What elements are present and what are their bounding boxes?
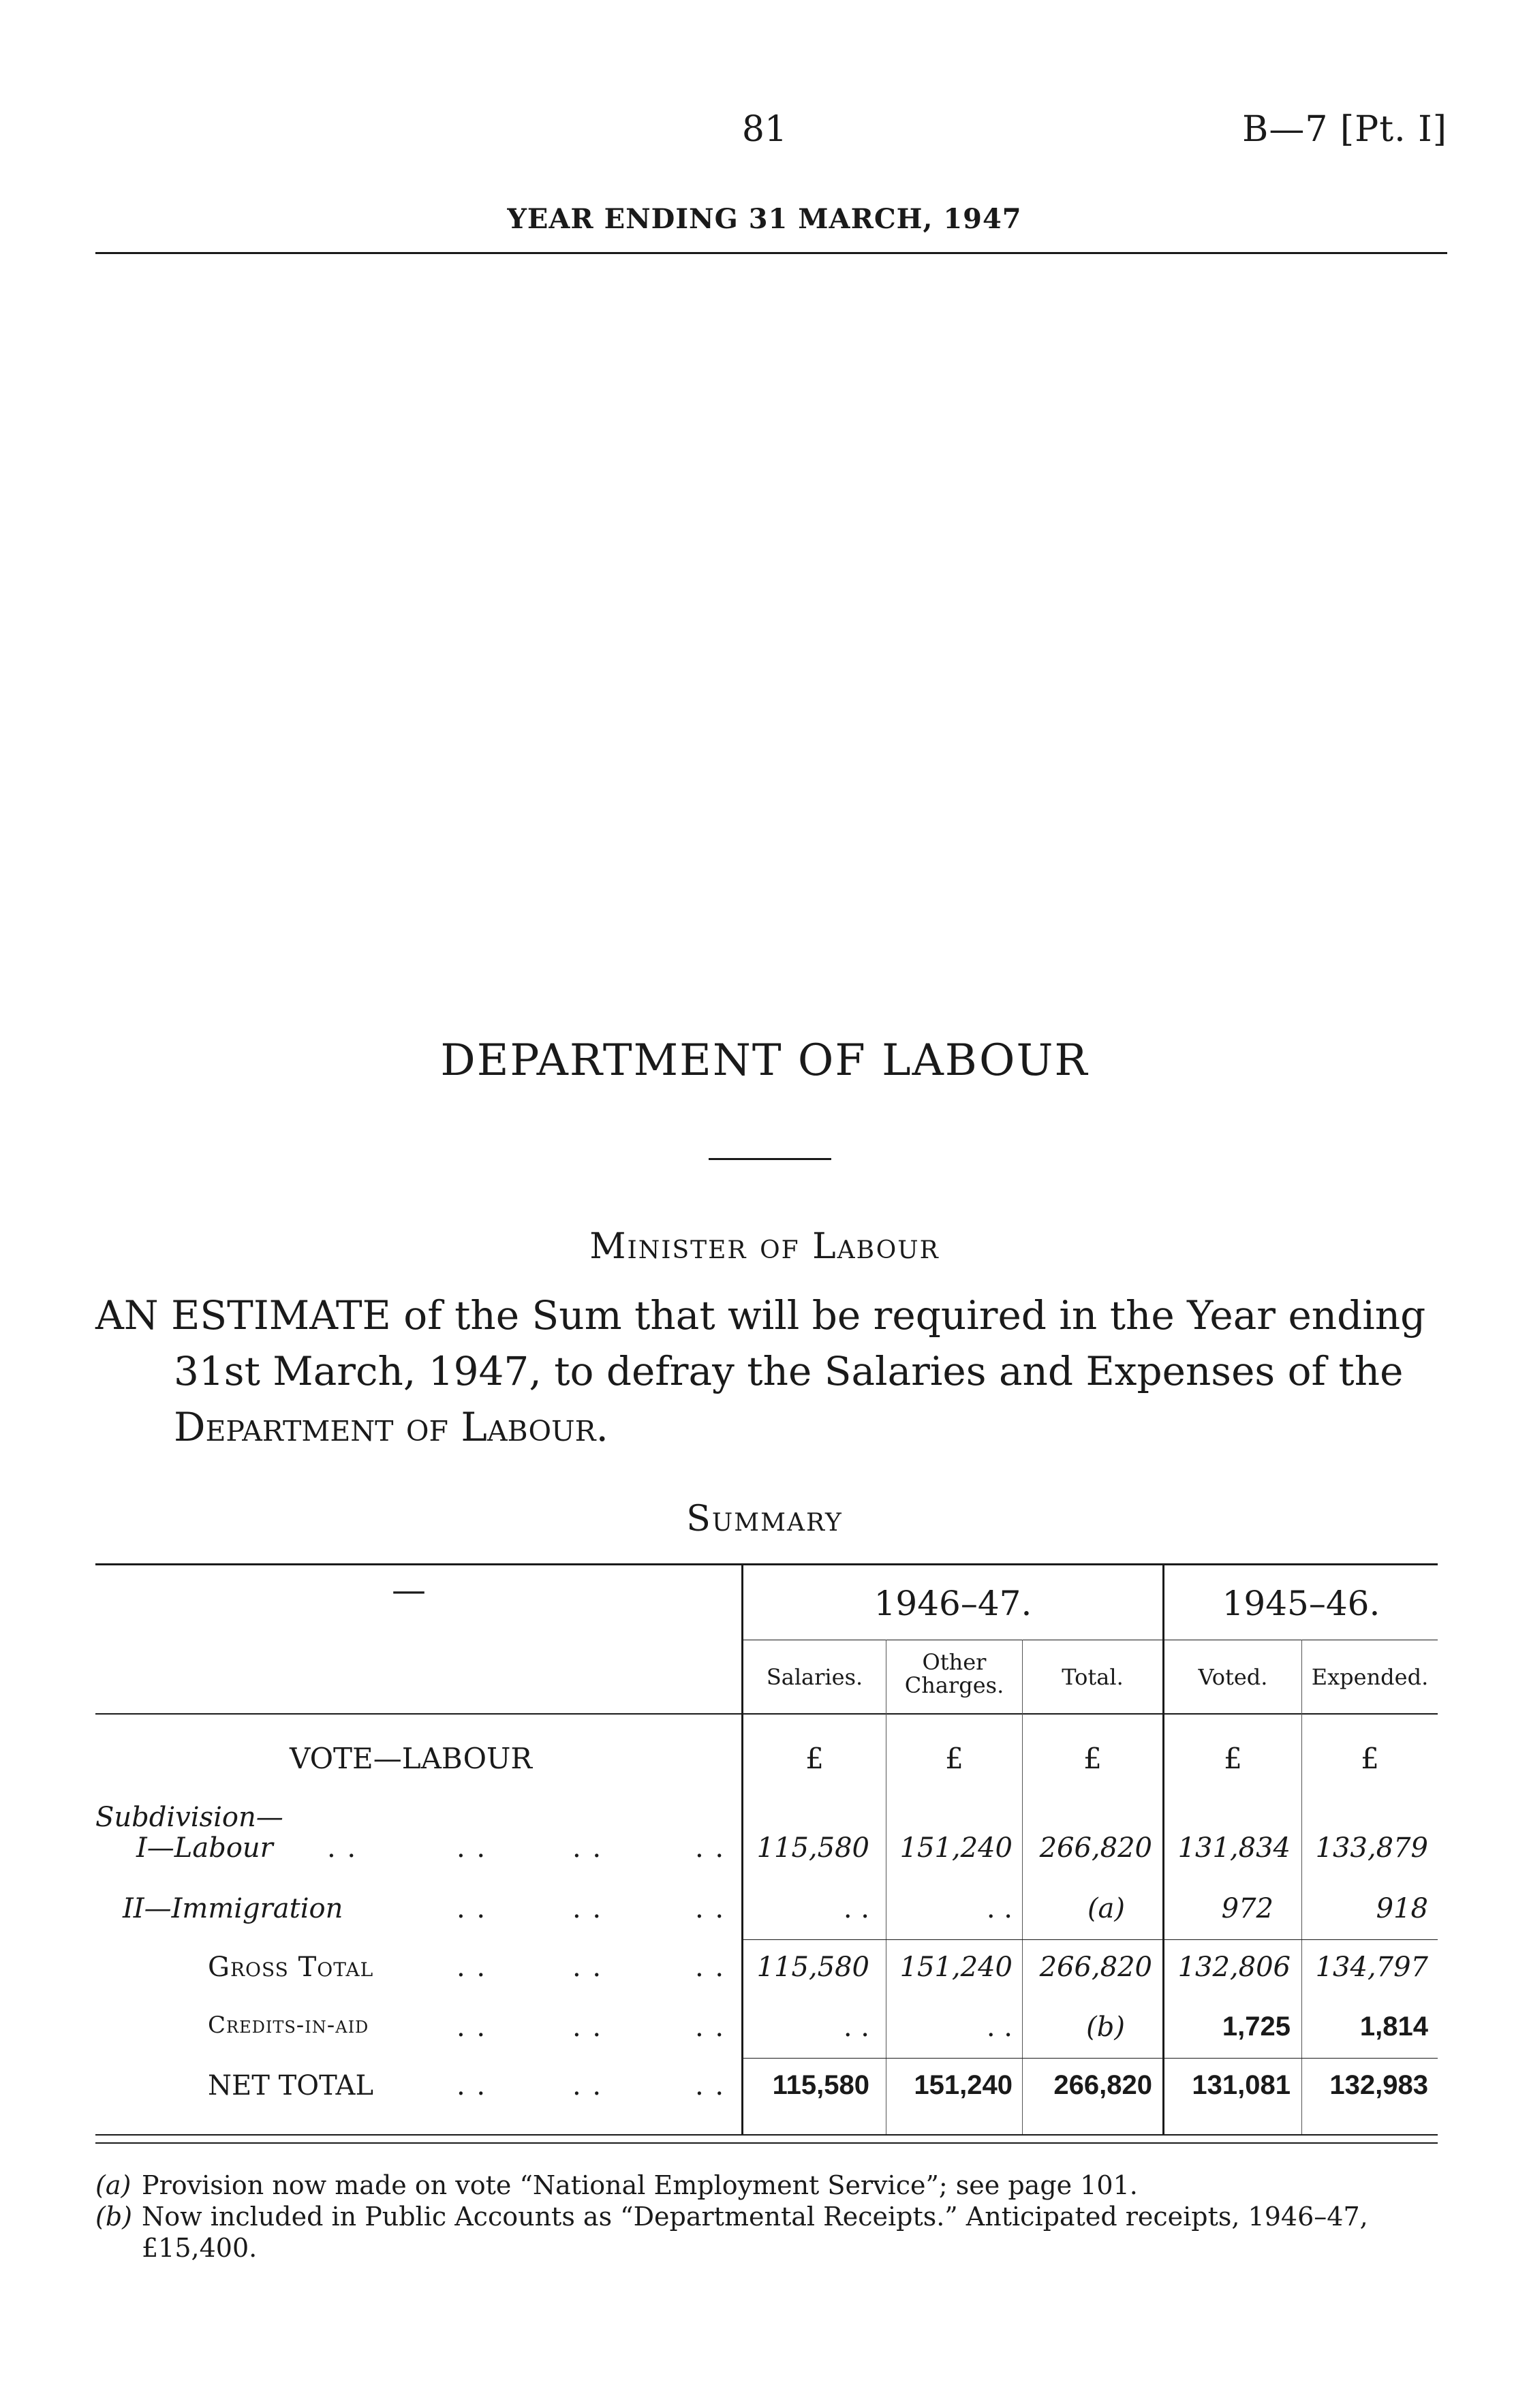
currency-total: £ <box>1083 1742 1102 1775</box>
year-current-header: 1946–47. <box>874 1584 1032 1623</box>
summary-heading: Summary <box>686 1499 843 1539</box>
cell-expended: 134,797 <box>1315 1952 1428 1983</box>
footnote-a <box>95 2170 1451 2201</box>
estimate-line-2: 31st March, 1947, to defray the Salaries and Expenses of the <box>174 1348 1404 1394</box>
page-number: 81 <box>741 109 788 150</box>
cell-expended: 133,879 <box>1315 1832 1428 1864</box>
table-top-rule <box>95 1563 1438 1565</box>
minister-heading: Minister of Labour <box>589 1226 940 1267</box>
row-dots: . . <box>457 1893 487 1924</box>
table-bottom-rule-1 <box>95 2134 1438 2136</box>
row-dots: . . <box>695 2012 726 2043</box>
cell-expended: 1,814 <box>1359 2012 1428 2042</box>
row-dots: . . <box>572 1832 603 1864</box>
col-voted-header: Voted. <box>1198 1664 1268 1690</box>
row-dots: . . <box>572 1893 603 1924</box>
currency-salaries: £ <box>805 1742 824 1775</box>
cell-expended: 918 <box>1376 1893 1428 1924</box>
vote-label: VOTE—LABOUR <box>290 1742 533 1775</box>
cell-total: 266,820 <box>1039 1832 1152 1864</box>
table-bottom-rule-2 <box>95 2142 1438 2144</box>
footnote-mark: (b) <box>95 2202 132 2232</box>
cell-voted: 972 <box>1221 1893 1273 1924</box>
cell-voted: 131,081 <box>1192 2070 1291 2100</box>
row-dots: . . <box>572 1952 603 1983</box>
cell-salaries: . . <box>843 1893 869 1924</box>
row-dots: . . <box>327 1832 358 1864</box>
row-label-labour: I—Labour <box>136 1832 273 1864</box>
cell-salaries: 115,580 <box>756 1952 869 1983</box>
header-rule <box>95 252 1447 254</box>
currency-voted: £ <box>1224 1742 1242 1775</box>
col-other-header-line2: Charges. <box>904 1672 1004 1698</box>
cell-total: 266,820 <box>1039 1952 1152 1983</box>
subdivision-label: Subdivision— <box>95 1802 283 1833</box>
row-label-credits-in-aid: Credits-in-aid <box>208 2012 369 2039</box>
col-total-header: Total. <box>1062 1664 1124 1690</box>
blank-header: — <box>392 1570 426 1610</box>
cell-total: (a) <box>1087 1893 1125 1924</box>
col-other-header-line1: Other <box>922 1649 987 1675</box>
net-total-rule <box>743 2058 1438 2059</box>
year-previous-header: 1945–46. <box>1222 1584 1380 1623</box>
row-dots: . . <box>695 1893 726 1924</box>
footnotes <box>95 2170 1451 2264</box>
row-dots: . . <box>457 1952 487 1983</box>
row-dots: . . <box>457 2070 487 2101</box>
cell-expended: 132,983 <box>1329 2070 1428 2100</box>
footnote-text: Provision now made on vote “National Employment Service”; see page 101. <box>142 2170 1138 2200</box>
cell-other: 151,240 <box>914 2070 1013 2100</box>
cell-total: 266,820 <box>1053 2070 1152 2100</box>
col-rule-other <box>1022 1640 1023 2134</box>
cell-other: . . <box>986 1893 1013 1924</box>
cell-voted: 1,725 <box>1222 2012 1291 2042</box>
col-other-charges-header <box>886 1651 1022 1697</box>
department-title: DEPARTMENT OF LABOUR <box>440 1035 1089 1086</box>
col-rule-voted <box>1301 1640 1302 2134</box>
row-dots: . . <box>572 2070 603 2101</box>
gross-total-rule <box>743 1939 1438 1940</box>
header-bottom-rule <box>95 1713 1438 1715</box>
cell-voted: 131,834 <box>1177 1832 1291 1864</box>
row-label-net-total: NET TOTAL <box>208 2070 374 2101</box>
footnote-b <box>95 2201 1451 2264</box>
footnote-mark: (a) <box>95 2170 132 2200</box>
row-dots: . . <box>457 2012 487 2043</box>
footnote-text: Now included in Public Accounts as “Departmental Receipts.” Anticipated receipts, 1946–47, £15,400. <box>142 2202 1368 2263</box>
cell-salaries: 115,580 <box>756 1832 869 1864</box>
cell-voted: 132,806 <box>1177 1952 1291 1983</box>
title-divider <box>709 1158 831 1160</box>
currency-expended: £ <box>1361 1742 1379 1775</box>
part-reference: B—7 [Pt. I] <box>1242 109 1447 150</box>
cell-salaries: 115,580 <box>772 2070 869 2100</box>
currency-other: £ <box>945 1742 963 1775</box>
row-label-gross-total: Gross Total <box>208 1952 374 1983</box>
running-head: YEAR ENDING 31 MARCH, 1947 <box>507 203 1022 235</box>
col-salaries-header: Salaries. <box>766 1664 863 1690</box>
estimate-line-1: AN ESTIMATE of the Sum that will be required in the Year ending <box>95 1292 1426 1339</box>
estimate-paragraph <box>95 1287 1451 1455</box>
cell-salaries: . . <box>843 2012 869 2043</box>
row-dots: . . <box>695 1952 726 1983</box>
summary-table <box>95 1563 1438 2149</box>
cell-other: 151,240 <box>899 1952 1013 1983</box>
row-dots: . . <box>695 2070 726 2101</box>
estimate-line-3: Department of Labour. <box>174 1404 608 1450</box>
col-expended-header: Expended. <box>1311 1664 1429 1690</box>
cell-total: (b) <box>1086 2012 1125 2043</box>
row-dots: . . <box>457 1832 487 1864</box>
row-label-immigration: II—Immigration <box>123 1893 343 1924</box>
row-dots: . . <box>572 2012 603 2043</box>
cell-other: 151,240 <box>899 1832 1013 1864</box>
row-dots: . . <box>695 1832 726 1864</box>
cell-other: . . <box>986 2012 1013 2043</box>
